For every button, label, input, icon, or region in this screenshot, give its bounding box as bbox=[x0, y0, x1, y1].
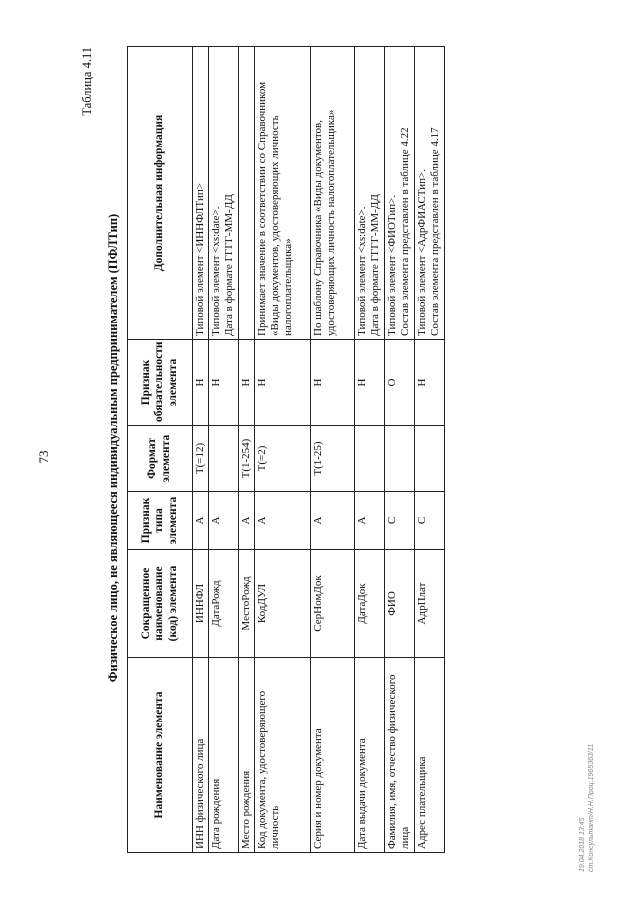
cell-code: МестоРожд bbox=[239, 550, 255, 658]
cell-info bbox=[311, 47, 355, 340]
info-line: Состав элемента представлен в таблице 4.22 bbox=[398, 127, 411, 336]
page-number: 73 bbox=[36, 450, 51, 464]
table-row bbox=[255, 47, 311, 853]
cell-code: ДатаРожд bbox=[209, 550, 239, 658]
header-additional-info: Дополнительная информация bbox=[128, 47, 193, 340]
info-line: Типовой элемент <АдрФИАСТип>. bbox=[416, 169, 428, 336]
cell-type: А bbox=[255, 492, 311, 550]
cell-code: СерНомДок bbox=[311, 550, 355, 658]
table-row bbox=[311, 47, 355, 853]
cell-format: T(=12) bbox=[193, 426, 209, 492]
cell-type: А bbox=[209, 492, 239, 550]
cell-type: А bbox=[311, 492, 355, 550]
cell-required: Н bbox=[209, 340, 239, 426]
info-line: Дата в формате ГГГГ-ММ-ДД bbox=[368, 194, 381, 336]
cell-type: А bbox=[239, 492, 255, 550]
cell-name: Код документа, удостоверяющего личность bbox=[255, 658, 311, 853]
watermark-line: 19.04.2018 13:45 bbox=[579, 817, 586, 872]
watermark-line: ст.Консультант/Н.Н.Проц.1965363/11 bbox=[588, 743, 596, 872]
cell-format: T(=2) bbox=[255, 426, 311, 492]
cell-type: С bbox=[385, 492, 415, 550]
info-line: Типовой элемент <ИННФЛТип> bbox=[194, 183, 206, 336]
cell-type: А bbox=[355, 492, 385, 550]
cell-code: КодДУЛ bbox=[255, 550, 311, 658]
info-line: Принимает значение в соответствии со Справочником «Виды документов, удостоверяющих личность налогоплательщика» bbox=[256, 81, 294, 336]
cell-code: ДатаДок bbox=[355, 550, 385, 658]
cell-name: Дата выдачи документа bbox=[355, 658, 385, 853]
header-element-required: Признак обязательности элемента bbox=[128, 340, 193, 426]
header-element-code: Сокращенное наименование (код) элемента bbox=[128, 550, 193, 658]
cell-name: ИНН физического лица bbox=[193, 658, 209, 853]
cell-code: ФИО bbox=[385, 550, 415, 658]
info-line: Состав элемента представлен в таблице 4.17 bbox=[428, 127, 441, 336]
cell-info bbox=[415, 47, 445, 340]
cell-required: Н bbox=[239, 340, 255, 426]
cell-name: Дата рождения bbox=[209, 658, 239, 853]
table-row bbox=[415, 47, 445, 853]
info-line: Типовой элемент <xs:date>. bbox=[210, 206, 222, 336]
cell-required: Н bbox=[355, 340, 385, 426]
rotated-page-content bbox=[72, 43, 441, 853]
table-label: Таблица 4.11 bbox=[80, 47, 94, 116]
table-row bbox=[385, 47, 415, 853]
watermark-stamp bbox=[578, 612, 596, 872]
cell-format bbox=[209, 426, 239, 492]
cell-required: Н bbox=[255, 340, 311, 426]
format-table bbox=[127, 46, 445, 853]
cell-format bbox=[355, 426, 385, 492]
table-row bbox=[239, 47, 255, 853]
cell-name: Серия и номер документа bbox=[311, 658, 355, 853]
table-title: Физическое лицо, не являющееся индивидуальным предпринимателем (ПФЛТип) bbox=[106, 213, 120, 683]
cell-code: АдрПлат bbox=[415, 550, 445, 658]
cell-type: А bbox=[193, 492, 209, 550]
cell-format: T(1-25) bbox=[311, 426, 355, 492]
info-line: Типовой элемент <xs:date>. bbox=[356, 206, 368, 336]
cell-name: Адрес плательщика bbox=[415, 658, 445, 853]
info-line: Дата в формате ГГГГ-ММ-ДД bbox=[222, 194, 235, 336]
cell-required: Н bbox=[311, 340, 355, 426]
header-element-format: Формат элемента bbox=[128, 426, 193, 492]
cell-name: Фамилия, имя, отчество физического лица bbox=[385, 658, 415, 853]
cell-type: С bbox=[415, 492, 445, 550]
cell-info bbox=[355, 47, 385, 340]
cell-required: О bbox=[385, 340, 415, 426]
cell-required: Н bbox=[193, 340, 209, 426]
info-line: Типовой элемент <ФИОТип>. bbox=[386, 194, 398, 336]
cell-format bbox=[385, 426, 415, 492]
info-line: По шаблону Справочника «Виды документов, удостоверяющих личность налогоплательщика» bbox=[312, 109, 337, 336]
cell-info bbox=[209, 47, 239, 340]
cell-format: T(1-254) bbox=[239, 426, 255, 492]
cell-name: Место рождения bbox=[239, 658, 255, 853]
header-element-type: Признак типа элемента bbox=[128, 492, 193, 550]
table-row bbox=[209, 47, 239, 853]
table-row bbox=[355, 47, 385, 853]
cell-info bbox=[385, 47, 415, 340]
cell-info bbox=[193, 47, 209, 340]
header-element-name: Наименование элемента bbox=[128, 658, 193, 853]
cell-required: Н bbox=[415, 340, 445, 426]
cell-format bbox=[415, 426, 445, 492]
cell-info bbox=[255, 47, 311, 340]
table-row bbox=[193, 47, 209, 853]
table-header-row bbox=[128, 47, 193, 853]
cell-code: ИННФЛ bbox=[193, 550, 209, 658]
cell-info bbox=[239, 47, 255, 340]
